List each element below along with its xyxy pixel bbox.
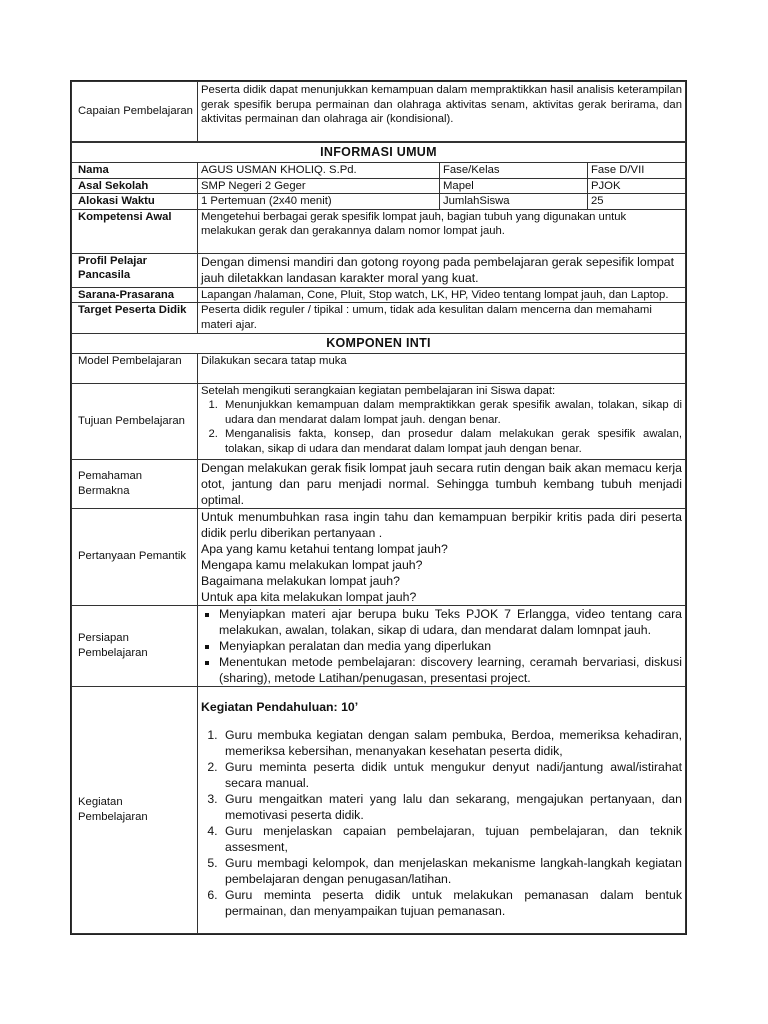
sarana-prasarana-label: Sarana-Prasarana <box>72 287 198 303</box>
nama-value: AGUS USMAN KHOLIQ. S.Pd. <box>198 163 440 179</box>
persiapan-item: ▪ Menyiapkan materi ajar berupa buku Teks PJOK 7 Erlangga, video tentang cara melakukan, awalan, tolakan, sikap di udara, dan mendarat dalam lomnpat jauh. <box>219 606 682 638</box>
tujuan-pembelajaran-content <box>198 383 686 459</box>
pemahaman-bermakna-row <box>72 459 686 508</box>
alokasi-waktu-label: Alokasi Waktu <box>72 194 198 210</box>
tujuan-pembelajaran-row <box>72 383 686 459</box>
kegiatan-item: 2. Guru meminta peserta didik untuk mengukur denyut nadi/jantung awal/istirahat secara manual. <box>221 759 682 791</box>
persiapan-pembelajaran-label: Persiapan Pembelajaran <box>72 605 198 686</box>
kegiatan-item: 5. Guru membagi kelompok, dan menjelaskan mekanisme langkah-langkah kegiatan pembelajaran dengan penugasan/latihan. <box>221 855 682 887</box>
model-pembelajaran-value: Dilakukan secara tatap muka <box>198 353 686 383</box>
lesson-plan-table <box>71 81 686 934</box>
pertanyaan-intro: Untuk menumbuhkan rasa ingin tahu dan kemampuan berpikir kritis pada diri peserta didik perlu diberikan pertanyaan . <box>201 509 682 540</box>
informasi-umum-heading: INFORMASI UMUM <box>72 143 686 163</box>
tujuan-pembelajaran-label: Tujuan Pembelajaran <box>72 383 198 459</box>
model-pembelajaran-row <box>72 353 686 383</box>
nama-row <box>72 163 686 179</box>
asal-sekolah-value: SMP Negeri 2 Geger <box>198 178 440 194</box>
profil-pelajar-row <box>72 253 686 287</box>
profil-pelajar-label: Profil Pelajar Pancasila <box>72 253 198 287</box>
pertanyaan-line: Bagaimana melakukan lompat jauh? <box>201 573 400 588</box>
informasi-umum-heading-row <box>72 143 686 163</box>
kegiatan-pembelajaran-content <box>198 686 686 933</box>
fase-kelas-label: Fase/Kelas <box>440 163 588 179</box>
pertanyaan-line: Apa yang kamu ketahui tentang lompat jauh? <box>201 541 448 556</box>
persiapan-pembelajaran-content <box>198 605 686 686</box>
profil-pelajar-value: Dengan dimensi mandiri dan gotong royong pada pembelajaran gerak sepesifik lompat jauh diletakkan landasan karakter moral yang kuat. <box>198 253 686 287</box>
kegiatan-pembelajaran-row <box>72 686 686 933</box>
target-peserta-value: Peserta didik reguler / tipikal : umum, tidak ada kesulitan dalam mencerna dan memahami materi ajar. <box>198 303 686 333</box>
jumlah-siswa-label: JumlahSiswa <box>440 194 588 210</box>
pemahaman-bermakna-value: Dengan melakukan gerak fisik lompat jauh secara rutin dengan baik akan memacu kerja otot, jantung dan paru menjadi normal. Sehingga tumbuh kembang tubuh menjadi optimal. <box>198 459 686 508</box>
fase-kelas-value: Fase D/VII <box>588 163 686 179</box>
pemahaman-bermakna-label: Pemahaman Bermakna <box>72 459 198 508</box>
target-peserta-label: Target Peserta Didik <box>72 303 198 333</box>
mapel-value: PJOK <box>588 178 686 194</box>
sarana-prasarana-row <box>72 287 686 303</box>
capaian-text: Peserta didik dapat menunjukkan kemampuan dalam mempraktikkan hasil analisis keterampilan gerak spesifik berupa permainan dan olahraga aktivitas senam, aktivitas gerak berirama, dan aktivitas permainan dan olahraga air (kondisional). <box>198 82 686 142</box>
kegiatan-item: 1. Guru membuka kegiatan dengan salam pembuka, Berdoa, memeriksa kehadiran, memeriksa kebersihan, menanyakan kesehatan peserta didik, <box>221 727 682 759</box>
kegiatan-item: 6. Guru meminta peserta didik untuk melakukan pemanasan dalam bentuk permainan, dan menyampaikan tujuan pemanasan. <box>221 887 682 919</box>
target-peserta-row <box>72 303 686 333</box>
pertanyaan-pemantik-label: Pertanyaan Pemantik <box>72 508 198 605</box>
kegiatan-item: 4. Guru menjelaskan capaian pembelajaran, tujuan pembelajaran, dan teknik assesment, <box>221 823 682 855</box>
mapel-label: Mapel <box>440 178 588 194</box>
komponen-inti-heading: KOMPONEN INTI <box>72 333 686 353</box>
tujuan-intro: Setelah mengikuti serangkaian kegiatan pembelajaran ini Siswa dapat: <box>201 384 556 397</box>
pertanyaan-line: Untuk apa kita melakukan lompat jauh? <box>201 589 417 604</box>
alokasi-waktu-row <box>72 194 686 210</box>
asal-sekolah-row <box>72 178 686 194</box>
capaian-label: Capaian Pembelajaran <box>72 82 198 142</box>
kegiatan-pendahuluan-title: Kegiatan Pendahuluan: 10’ <box>201 699 359 714</box>
persiapan-pembelajaran-row <box>72 605 686 686</box>
lesson-plan-document <box>70 80 687 935</box>
kompetensi-awal-row <box>72 209 686 253</box>
capaian-row <box>72 82 686 142</box>
pertanyaan-line: Mengapa kamu melakukan lompat jauh? <box>201 557 423 572</box>
kompetensi-awal-label: Kompetensi Awal <box>72 209 198 253</box>
jumlah-siswa-value: 25 <box>588 194 686 210</box>
persiapan-item: ▪ Menyiapkan peralatan dan media yang diperlukan <box>219 638 682 654</box>
nama-label: Nama <box>72 163 198 179</box>
tujuan-item: 2. Menganalisis fakta, konsep, dan prosedur dalam melakukan gerak spesifik awalan, tolakan, sikap di udara dan mendarat dalam lompat jauh dengan benar. <box>221 427 682 456</box>
sarana-prasarana-value: Lapangan /halaman, Cone, Pluit, Stop watch, LK, HP, Video tentang lompat jauh, dan Laptop. <box>198 287 686 303</box>
kegiatan-pembelajaran-label: Kegiatan Pembelajaran <box>72 686 198 933</box>
persiapan-item: ▪ Menentukan metode pembelajaran: discovery learning, ceramah bervariasi, diskusi (sharing), metode Latihan/penugasan, presentasi project. <box>219 654 682 686</box>
kegiatan-list <box>201 727 682 919</box>
kompetensi-awal-value: Mengetehui berbagai gerak spesifik lompat jauh, bagian tubuh yang digunakan untuk melakukan gerak dan gerakannya dalam nomor lompat jauh. <box>198 209 686 253</box>
model-pembelajaran-label: Model Pembelajaran <box>72 353 198 383</box>
komponen-inti-heading-row <box>72 333 686 353</box>
alokasi-waktu-value: 1 Pertemuan (2x40 menit) <box>198 194 440 210</box>
asal-sekolah-label: Asal Sekolah <box>72 178 198 194</box>
kegiatan-item: 3. Guru mengaitkan materi yang lalu dan sekarang, mengajukan pertanyaan, dan memotivasi peserta didik. <box>221 791 682 823</box>
persiapan-list <box>201 606 682 686</box>
pertanyaan-pemantik-row <box>72 508 686 605</box>
tujuan-list <box>201 398 682 456</box>
pertanyaan-pemantik-content <box>198 508 686 605</box>
tujuan-item: 1. Menunjukkan kemampuan dalam mempraktikkan gerak spesifik awalan, tolakan, sikap di udara dan mendarat dalam lompat jauh. dengan benar. <box>221 398 682 427</box>
